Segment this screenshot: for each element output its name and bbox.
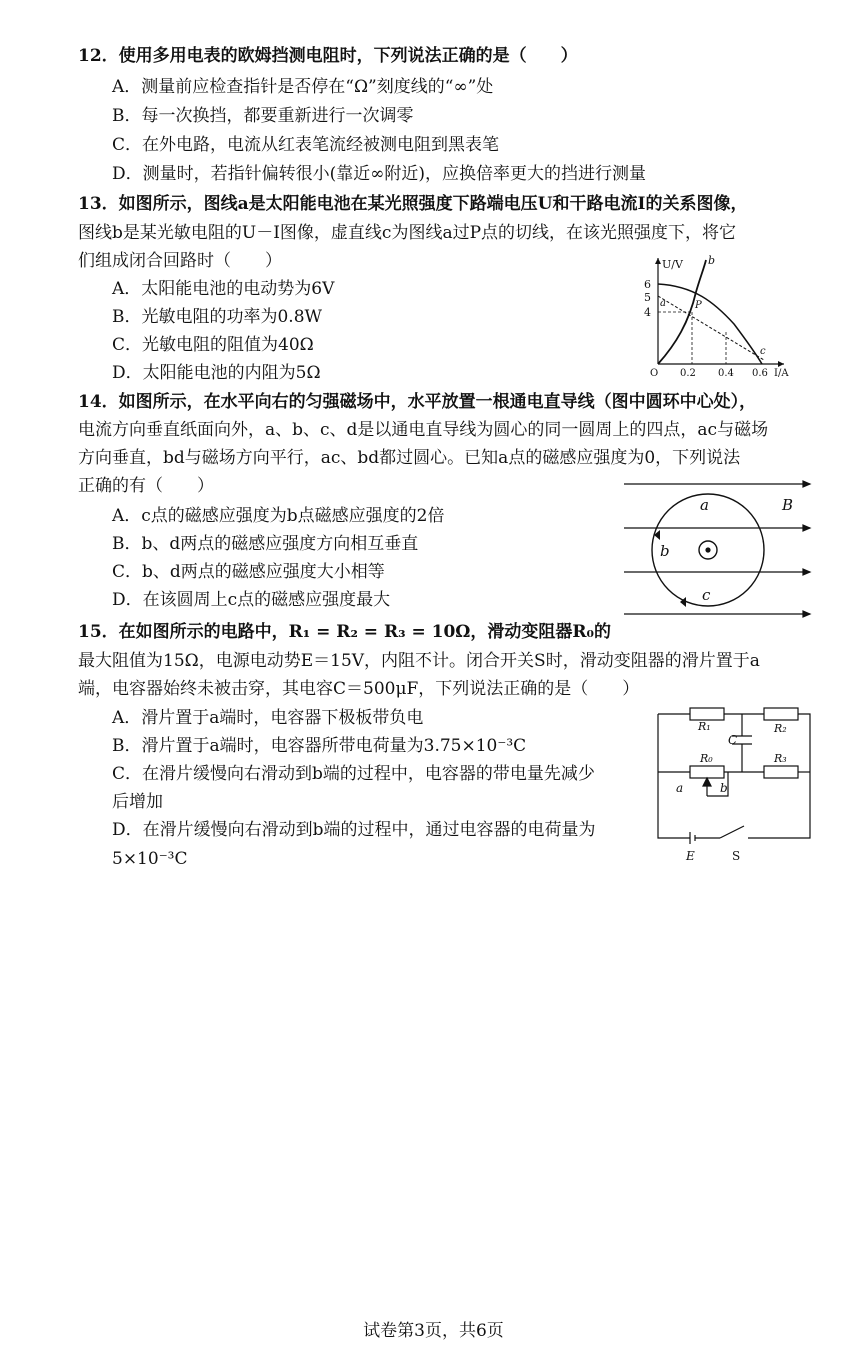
- y-tick-4: 4: [644, 306, 651, 319]
- question-12-option-b: B．每一次换挡，都要重新进行一次调零: [112, 106, 414, 126]
- curve-a: [658, 284, 762, 364]
- ui-graph-figure: [634, 252, 794, 380]
- question-13-option-d: D．太阳能电池的内阻为5Ω: [112, 363, 321, 383]
- question-15-option-b: B．滑片置于a端时，电容器所带电荷量为3.75×10⁻³C: [112, 736, 527, 756]
- cap-label: C: [728, 733, 738, 747]
- question-12-option-a: A．测量前应检查指针是否停在“Ω”刻度线的“∞”处: [112, 77, 494, 97]
- question-13-stem-line-3: 们组成闭合回路时（ ）: [78, 251, 282, 271]
- question-13-stem-line-2: 图线b是某光敏电阻的U－I图像，虚直线c为图线a过P点的切线，在该光照强度下，将它: [78, 223, 737, 243]
- question-13-stem-line-1: 13．如图所示，图线a是太阳能电池在某光照强度下路端电压U和干路电流I的关系图像，: [78, 194, 748, 214]
- question-13-option-a: A．太阳能电池的电动势为6V: [112, 279, 335, 299]
- x-tick-06: 0.6: [752, 368, 768, 379]
- question-14-stem-line-4: 正确的有（ ）: [78, 476, 214, 496]
- field-b-label: B: [782, 496, 794, 514]
- switch-s-label: S: [732, 849, 741, 863]
- x-axis-label: I/A: [774, 368, 789, 379]
- question-15-option-d: D．在滑片缓慢向右滑动到b端的过程中，通过电容器的电荷量为: [112, 820, 596, 840]
- question-13-option-b: B．光敏电阻的功率为0.8W: [112, 307, 323, 327]
- y-tick-5: 5: [644, 291, 651, 304]
- question-15-stem-line-2: 最大阻值为15Ω，电源电动势E＝15V，内阻不计。闭合开关S时，滑动变阻器的滑片置于a: [78, 651, 760, 671]
- r2-label: R₂: [774, 722, 787, 735]
- terminal-a-label: a: [676, 781, 684, 795]
- y-axis-label: U/V: [662, 258, 683, 271]
- point-c-label: c: [702, 586, 711, 604]
- question-15-option-a: A．滑片置于a端时，电容器下极板带负电: [112, 708, 424, 728]
- question-15-option-d-cont: 5×10⁻³C: [112, 849, 188, 869]
- question-15-option-c-cont: 后增加: [112, 792, 163, 812]
- x-tick-02: 0.2: [680, 368, 696, 379]
- question-15-option-c: C．在滑片缓慢向右滑动到b端的过程中，电容器的带电量先减少: [112, 764, 595, 784]
- terminal-b-label: b: [720, 781, 728, 795]
- emf-e-label: E: [686, 849, 695, 863]
- point-p-label: P: [695, 300, 702, 311]
- question-13-option-c: C．光敏电阻的阻值为40Ω: [112, 335, 314, 355]
- point-b-label: b: [660, 542, 670, 560]
- circuit-figure: [648, 700, 818, 866]
- question-14-option-a: A．c点的磁感应强度为b点磁感应强度的2倍: [112, 506, 445, 526]
- x-tick-04: 0.4: [718, 368, 734, 379]
- question-14-stem-line-1: 14．如图所示，在水平向右的匀强磁场中，水平放置一根通电直导线（图中圆环中心处），: [78, 392, 757, 412]
- line-c-label: c: [760, 346, 766, 357]
- magnetic-field-figure: [620, 474, 820, 622]
- question-14-option-b: B．b、d两点的磁感应强度方向相互垂直: [112, 534, 419, 554]
- question-14-stem-line-3: 方向垂直，bd与磁场方向平行，ac、bd都过圆心。已知a点的磁感应强度为0，下列说法: [78, 448, 741, 468]
- r1-label: R₁: [698, 720, 711, 733]
- y-tick-6: 6: [644, 278, 651, 291]
- question-12-option-d: D．测量时，若指针偏转很小(靠近∞附近)，应换倍率更大的挡进行测量: [112, 164, 647, 184]
- question-15-stem-line-3: 端，电容器始终未被击穿，其电容C＝500μF，下列说法正确的是（ ）: [78, 679, 640, 699]
- r3-label: R₃: [774, 752, 787, 765]
- r0-label: R₀: [700, 752, 713, 765]
- question-14-option-c: C．b、d两点的磁感应强度大小相等: [112, 562, 385, 582]
- question-14-option-d: D．在该圆周上c点的磁感应强度最大: [112, 590, 391, 610]
- question-15-stem-line-1: 15．在如图所示的电路中，R₁ = R₂ = R₃ = 10Ω，滑动变阻器R₀的: [78, 622, 611, 642]
- page-footer: 试卷第3页，共6页: [363, 1321, 504, 1341]
- tangent-line-c: [658, 296, 764, 360]
- point-a-label: a: [700, 496, 709, 514]
- question-12-stem: 12．使用多用电表的欧姆挡测电阻时，下列说法正确的是（ ）: [78, 46, 578, 66]
- question-14-stem-line-2: 电流方向垂直纸面向外，a、b、c、d是以通电直导线为圆心的同一圆周上的四点，ac与磁场: [78, 420, 769, 440]
- curve-b-label: b: [708, 254, 716, 267]
- origin-label: O: [650, 368, 659, 379]
- question-12-option-c: C．在外电路，电流从红表笔流经被测电阻到黑表笔: [112, 135, 500, 155]
- curve-a-label: a: [660, 298, 666, 309]
